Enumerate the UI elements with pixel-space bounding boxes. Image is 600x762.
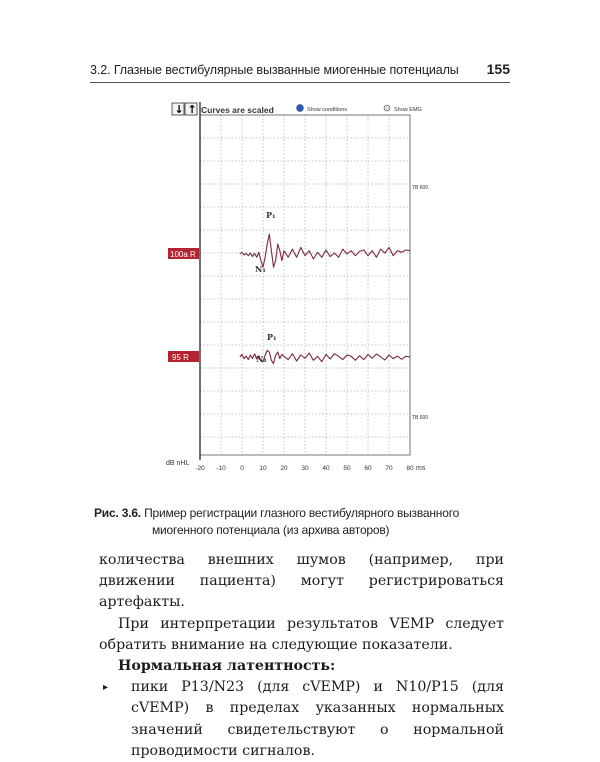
trace-1-label: 100a R — [170, 250, 196, 259]
show-conditions-radio[interactable] — [297, 105, 304, 112]
x-tick-label: 0 — [240, 465, 244, 472]
trace-1-line — [240, 234, 410, 267]
x-tick-label: 80 — [406, 465, 414, 472]
figure-caption — [94, 505, 514, 539]
normal-latency-heading: Нормальная латентность: — [118, 658, 336, 675]
plot-frame — [200, 115, 410, 455]
y-unit-label: dB nHL — [166, 460, 190, 467]
vemp-figure — [160, 100, 445, 485]
chart-grid — [200, 115, 410, 455]
running-header — [90, 60, 510, 80]
vemp-chart — [160, 100, 445, 485]
curves-scaled-label: Curves are scaled — [201, 105, 274, 115]
toolbar — [172, 103, 422, 116]
trace-2-label: 95 R — [172, 353, 189, 362]
page-number: 155 — [486, 61, 510, 77]
header-rule — [90, 82, 510, 83]
caption-line-2: миогенного потенциала (из архива авторов) — [152, 523, 390, 537]
trace-1-peak-p: P₁ — [266, 210, 276, 220]
list-item — [99, 677, 504, 762]
x-tick-label: 60 — [364, 465, 372, 472]
section-title: 3.2. Глазные вестибулярные вызванные миогенные потенциалы — [90, 63, 459, 77]
body-text — [99, 550, 504, 762]
paragraph-1: количества внешних шумов (например, при движении пациента) могут регистрироваться артефакты. — [99, 552, 504, 611]
caption-label: Рис. 3.6. — [94, 506, 141, 520]
bullet-text: пики P13/N23 (для cVEMP) и N10/P15 (для cVEMP) в пределах указанных нормальных значений свидетельствуют о нормальной проводимости сигналов. — [131, 679, 504, 759]
x-unit-label: ms — [416, 465, 426, 472]
caption-line-1: Пример регистрации глазного вестибулярного вызванного — [144, 506, 460, 520]
x-tick-label: 40 — [322, 465, 330, 472]
x-tick-label: 30 — [301, 465, 309, 472]
trace-2-peak-n: N₁ — [256, 354, 267, 364]
x-tick-label: 50 — [343, 465, 351, 472]
x-tick-label: -20 — [195, 465, 205, 472]
paragraph-2: При интерпретации результатов VEMP следует обратить внимание на следующие показатели. — [99, 615, 504, 653]
bullet-marker-icon: ▸ — [103, 682, 109, 694]
show-emg-label: Show EMG — [394, 107, 422, 113]
show-emg-radio[interactable] — [384, 105, 390, 111]
trace-2-peak-p: P₁ — [267, 332, 277, 342]
x-tick-label: 20 — [280, 465, 288, 472]
scale-top-label: TB 600 — [412, 185, 429, 191]
x-tick-labels — [195, 465, 414, 472]
trace-1-peak-n: N₁ — [255, 264, 266, 274]
x-tick-label: -10 — [216, 465, 226, 472]
up-arrow-icon: ↑ — [187, 103, 197, 116]
x-tick-label: 70 — [385, 465, 393, 472]
down-arrow-icon: ↓ — [174, 103, 184, 116]
scale-bottom-label: TB 600 — [412, 415, 429, 421]
traces — [240, 234, 410, 363]
x-tick-label: 10 — [259, 465, 267, 472]
show-conditions-label: Show conditions — [307, 107, 348, 113]
